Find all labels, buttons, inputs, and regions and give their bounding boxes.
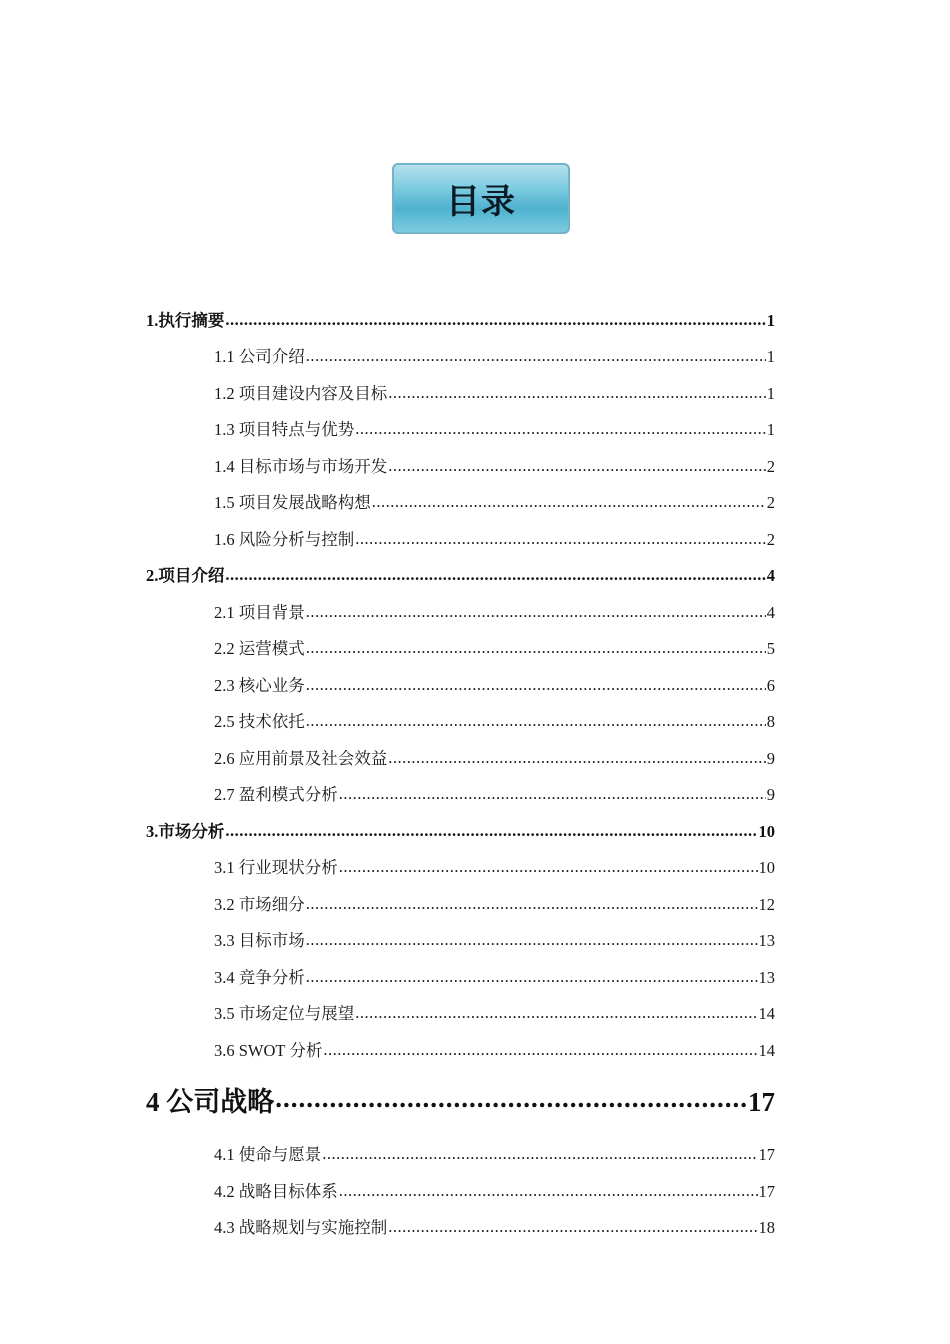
toc-entry-label: 4 公司战略 — [146, 1087, 275, 1117]
toc-entry-page: 1 — [766, 311, 775, 330]
toc-entry[interactable] — [214, 672, 775, 698]
toc-leader — [225, 307, 765, 333]
toc-entry[interactable] — [214, 489, 775, 515]
toc-entry[interactable] — [214, 745, 775, 771]
toc-entry[interactable] — [214, 781, 775, 807]
toc-leader — [306, 708, 766, 734]
toc-leader — [306, 635, 766, 661]
toc-entry-label: 1.5 项目发展战略构想 — [214, 493, 371, 512]
toc-entry[interactable] — [146, 562, 775, 588]
toc-entry-page: 17 — [748, 1087, 775, 1117]
toc-entry-page: 4 — [766, 603, 775, 622]
toc-entry[interactable] — [214, 599, 775, 625]
toc-entry-page: 2 — [766, 493, 775, 512]
toc-entry-page: 2 — [766, 457, 775, 476]
toc-entry-page: 13 — [758, 931, 775, 950]
toc-entry-label: 4.1 使命与愿景 — [214, 1145, 322, 1164]
toc-entry[interactable] — [214, 854, 775, 880]
toc-entry-label: 3.2 市场细分 — [214, 895, 305, 914]
toc-entry[interactable] — [214, 891, 775, 917]
toc-entry[interactable] — [214, 635, 775, 661]
toc-entry-label: 2.6 应用前景及社会效益 — [214, 749, 388, 768]
toc-entry[interactable] — [214, 1178, 775, 1204]
toc-entry-label: 2.2 运营模式 — [214, 639, 305, 658]
toc-entry-page: 14 — [758, 1041, 775, 1060]
toc-leader — [225, 562, 765, 588]
toc-entry-label: 3.5 市场定位与展望 — [214, 1004, 355, 1023]
toc-entry-label: 1.3 项目特点与优势 — [214, 420, 355, 439]
toc-entry[interactable] — [214, 380, 775, 406]
toc-entry[interactable] — [214, 708, 775, 734]
toc-entry-page: 17 — [758, 1182, 775, 1201]
toc-entry[interactable] — [214, 1000, 775, 1026]
toc-entry[interactable] — [214, 964, 775, 990]
toc-entry-page: 9 — [766, 749, 775, 768]
toc-entry-page: 4 — [766, 566, 775, 585]
toc-leader — [388, 380, 766, 406]
toc-entry-label: 1.4 目标市场与市场开发 — [214, 457, 388, 476]
toc-entry-label: 1.1 公司介绍 — [214, 347, 305, 366]
toc-entry-page: 17 — [758, 1145, 775, 1164]
toc-leader — [339, 781, 766, 807]
toc-entry[interactable] — [214, 453, 775, 479]
toc-leader — [225, 818, 757, 844]
toc-leader — [372, 489, 766, 515]
toc-entry-label: 1.6 风险分析与控制 — [214, 530, 355, 549]
toc-entry[interactable] — [214, 526, 775, 552]
toc-leader — [275, 1080, 747, 1120]
toc-leader — [355, 1000, 757, 1026]
toc-leader — [323, 1037, 757, 1063]
toc-entry-page: 10 — [758, 822, 775, 841]
toc-entry-label: 2.3 核心业务 — [214, 676, 305, 695]
toc-entry[interactable] — [146, 1080, 775, 1120]
toc-leader — [339, 1178, 758, 1204]
toc-leader — [322, 1141, 757, 1167]
toc-entry-page: 18 — [758, 1218, 775, 1237]
toc-entry-label: 2.7 盈利模式分析 — [214, 785, 338, 804]
toc-entry-page: 12 — [758, 895, 775, 914]
toc-leader — [355, 526, 766, 552]
toc-entry-page: 1 — [766, 347, 775, 366]
toc-entry-label: 3.1 行业现状分析 — [214, 858, 338, 877]
toc-leader — [388, 453, 766, 479]
toc-entry-page: 5 — [766, 639, 775, 658]
toc-entry-label: 3.3 目标市场 — [214, 931, 305, 950]
toc-leader — [339, 854, 758, 880]
toc-entry-label: 1.2 项目建设内容及目标 — [214, 384, 388, 403]
toc-entry-label: 2.5 技术依托 — [214, 712, 305, 731]
toc-entry-label: 2.1 项目背景 — [214, 603, 305, 622]
toc-entry-page: 9 — [766, 785, 775, 804]
toc-entry-label: 4.3 战略规划与实施控制 — [214, 1218, 388, 1237]
toc-entry-label: 3.6 SWOT 分析 — [214, 1041, 323, 1060]
toc-entry-page: 8 — [766, 712, 775, 731]
toc-entry-page: 14 — [758, 1004, 775, 1023]
toc-leader — [306, 964, 758, 990]
toc-title: 目录 — [392, 163, 570, 234]
toc-leader — [306, 599, 766, 625]
toc-entry[interactable] — [214, 343, 775, 369]
toc-entry-page: 2 — [766, 530, 775, 549]
toc-entry-page: 10 — [758, 858, 775, 877]
toc-entry-page: 1 — [766, 420, 775, 439]
toc-entry-label: 4.2 战略目标体系 — [214, 1182, 338, 1201]
toc-entry[interactable] — [214, 1037, 775, 1063]
toc-entry-page: 13 — [758, 968, 775, 987]
toc-leader — [355, 416, 766, 442]
toc-entry[interactable] — [214, 1214, 775, 1240]
toc-leader — [306, 891, 758, 917]
toc-entry[interactable] — [146, 818, 775, 844]
toc-leader — [388, 1214, 757, 1240]
toc-entry-label: 3.4 竞争分析 — [214, 968, 305, 987]
toc-leader — [306, 927, 758, 953]
toc-entry-label: 3.市场分析 — [146, 822, 225, 841]
toc-entry[interactable] — [146, 307, 775, 333]
toc-entry-page: 1 — [766, 384, 775, 403]
toc-entry[interactable] — [214, 416, 775, 442]
toc-entry-label: 2.项目介绍 — [146, 566, 225, 585]
toc-entry-page: 6 — [766, 676, 775, 695]
toc-leader — [306, 343, 766, 369]
toc-leader — [388, 745, 766, 771]
toc-entry[interactable] — [214, 927, 775, 953]
toc-entry[interactable] — [214, 1141, 775, 1167]
toc-leader — [306, 672, 766, 698]
toc-entry-label: 1.执行摘要 — [146, 311, 225, 330]
